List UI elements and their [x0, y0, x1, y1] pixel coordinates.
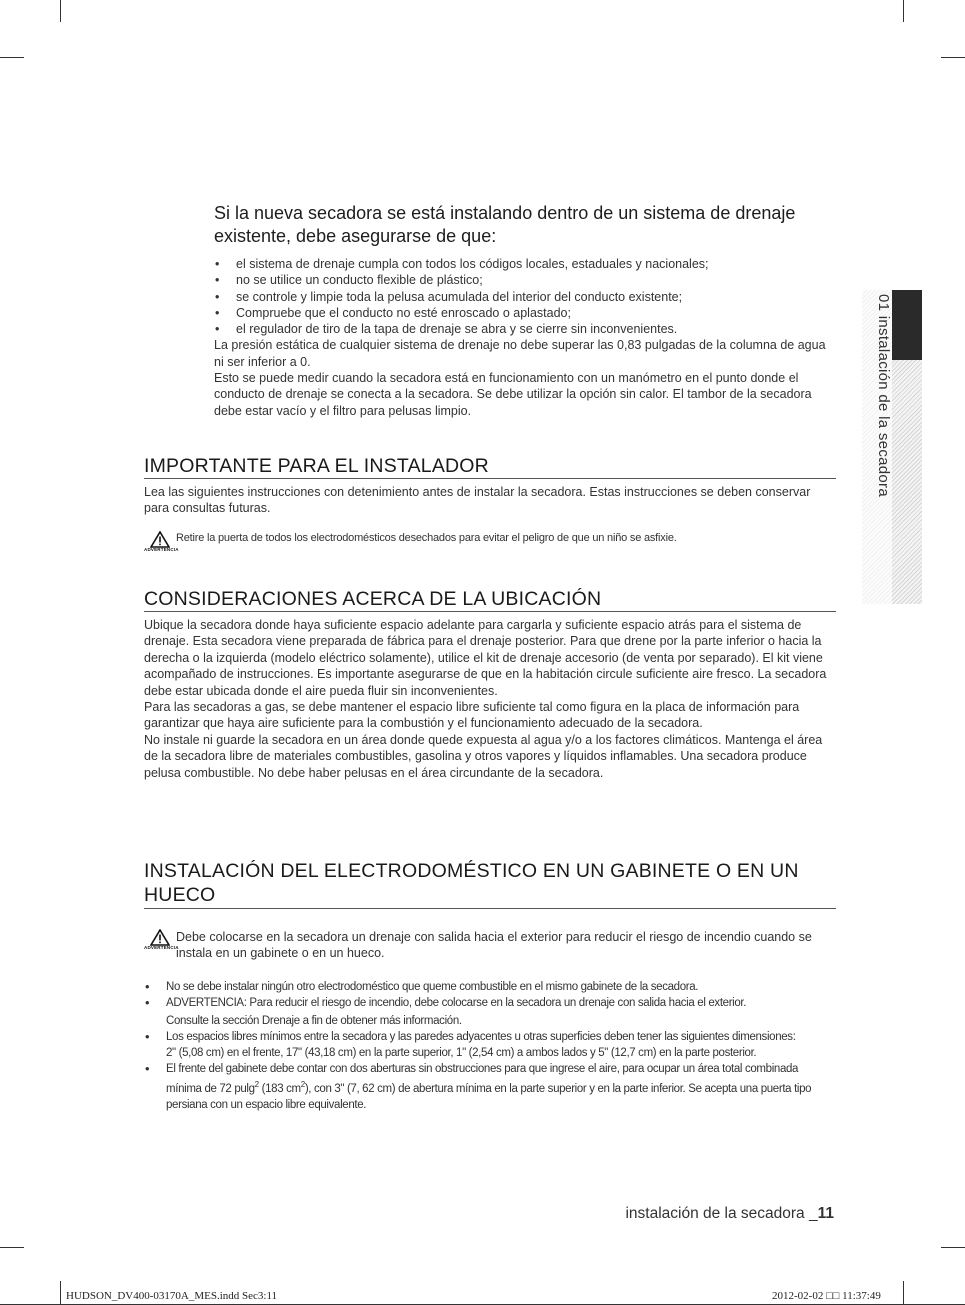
page-number: 11 [817, 1205, 834, 1222]
list-item: • Compruebe que el conducto no esté enroscado o aplastado; [214, 305, 834, 321]
cabinet-section [144, 859, 836, 1113]
crop-mark [60, 0, 61, 22]
print-slug-file: HUDSON_DV400-03170A_MES.indd Sec3:11 [66, 1290, 278, 1302]
list-item [144, 995, 836, 1029]
crop-mark [0, 57, 24, 58]
chapter-side-tab [862, 290, 922, 604]
superscript: 2 [300, 1080, 305, 1089]
location-paragraph: Ubique la secadora donde haya suficiente espacio adelante para cargarla y suficiente espacio atrás para el sistema de drenaje. Esta secadora viene preparada de fábrica para el drenaje posterior. Para que drene por la parte inferior o hacia la derecha o la izquierda (modelo eléctrico solamente), utilice el kit de drenaje accesorio (de venta por separado). El kit viene acompañado de instrucciones. Es importante asegurarse de que en la habitación circule suficiente aire fresco. La secadora debe estar ubicada donde el aire pueda fluir sin inconvenientes. [144, 618, 827, 698]
list-item: • se controle y limpie toda la pelusa acumulada del interior del conducto existente; [214, 289, 834, 305]
page-footer [625, 1205, 834, 1223]
warning-icon [144, 929, 179, 950]
static-pressure-paragraph: La presión estática de cualquier sistema de drenaje no debe superar las 0,83 pulgadas de la columna de agua ni ser inferior a 0. [214, 338, 826, 369]
warning-label: ADVERTENCIA [144, 945, 179, 950]
crop-mark [941, 1247, 965, 1248]
location-section [144, 588, 836, 781]
warning-icon [144, 531, 179, 552]
clearance-dimensions: 2" (5,08 cm) en el frente, 17" (43,18 cm) en la parte superior, 1" (2,54 cm) a ambos lados y 5" (12,7 cm) en la parte posterior. [166, 1047, 757, 1059]
crop-mark [903, 0, 904, 22]
intro-heading: Si la nueva secadora se está instalando dentro de un sistema de drenaje existente, debe asegurarse de que: [214, 203, 796, 246]
installer-section [144, 455, 836, 559]
list-item [144, 1029, 836, 1061]
list-item-text: • ADVERTENCIA: Para reducir el riesgo de incendio, debe colocarse en la secadora un drenaje con salida hacia el exterior. [166, 997, 747, 1009]
warning-text: Retire la puerta de todos los electrodomésticos desechados para evitar el peligro de que un niño se asfixie. [176, 531, 677, 544]
list-item-text: • Los espacios libres mínimos entre la secadora y las paredes adyacentes u otras superficies deben tener las siguientes dimensiones: [166, 1031, 796, 1043]
intro-bullet-list [214, 256, 834, 337]
warning-note [144, 531, 836, 559]
installer-instructions: Lea las siguientes instrucciones con detenimiento antes de instalar la secadora. Estas instrucciones se deben conservar para consultas futuras. [144, 485, 811, 516]
tab-marker [892, 290, 922, 360]
measurement-paragraph: Esto se puede medir cuando la secadora está en funcionamiento con un manómetro en el punto donde el conducto de drenaje se conecta a la secadora. Se debe utilizar la opción sin calor. El tambor de la secadora debe estar vacío y el filtro para pelusas limpio. [214, 371, 812, 418]
list-item [144, 1061, 836, 1113]
list-item: • el sistema de drenaje cumpla con todos los códigos locales, estaduales y nacionales; [214, 256, 834, 272]
section-title: IMPORTANTE PARA EL INSTALADOR [144, 455, 836, 479]
chapter-label: 01 instalación de la secadora [875, 294, 892, 497]
crop-mark [0, 1247, 24, 1248]
list-item-text: (183 cm [258, 1082, 301, 1095]
warning-note [144, 929, 836, 967]
section-title: CONSIDERACIONES ACERCA DE LA UBICACIÓN [144, 588, 836, 612]
crop-mark [903, 1281, 904, 1305]
warning-label: ADVERTENCIA [144, 546, 179, 552]
list-item [144, 979, 836, 995]
print-slug-date: 2012-02-02 □□ 11:37:49 [772, 1290, 881, 1302]
gas-dryer-paragraph: Para las secadoras a gas, se debe mantener el espacio libre suficiente tal como figura en la placa de información para garantizar que haya aire suficiente para la combustión y el funcionamiento adecuado de la secadora. [144, 700, 800, 731]
storage-paragraph: No instale ni guarde la secadora en un área donde quede expuesta al agua y/o a los factores climáticos. Mantenga el área de la secadora libre de materiales combustibles, gasolina y otros vapores y líquidos inflamables. Una secadora produce pelusa combustible. No debe haber pelusas en el área circundante de la secadora. [144, 732, 823, 780]
section-title: INSTALACIÓN DEL ELECTRODOMÉSTICO EN UN GABINETE O EN UN HUECO [144, 859, 836, 909]
crop-mark [60, 1281, 61, 1305]
crop-mark [941, 57, 965, 58]
list-item: • no se utilice un conducto flexible de plástico; [214, 272, 834, 288]
list-item-text: El frente del gabinete debe contar con dos aberturas sin obstrucciones para que ingrese el aire, para ocupar un área total combinada mínima de 72 pulg [166, 1063, 799, 1095]
list-item-text: No se debe instalar ningún otro electrodoméstico que queme combustible en el mismo gabinete de la secadora. [166, 981, 699, 993]
cabinet-bullet-list [144, 979, 836, 1113]
list-item-note: Consulte la sección Drenaje a fin de obtener más información. [166, 1015, 462, 1027]
list-item: • el regulador de tiro de la tapa de drenaje se abra y se cierre sin inconvenientes. [214, 321, 834, 337]
list-item-text: ), con 3" (7, 62 cm) de abertura mínima en la parte superior y en la parte inferior. Se acepta una puerta tipo persiana con un espacio libre equivalente. [166, 1082, 812, 1111]
footer-section-name: instalación de la secadora _ [625, 1205, 818, 1222]
warning-text: Debe colocarse en la secadora un drenaje con salida hacia el exterior para reducir el riesgo de incendio cuando se instala en un gabinete o en un hueco. [176, 930, 812, 960]
existing-drain-checklist [214, 202, 834, 419]
superscript: 2 [254, 1080, 259, 1089]
